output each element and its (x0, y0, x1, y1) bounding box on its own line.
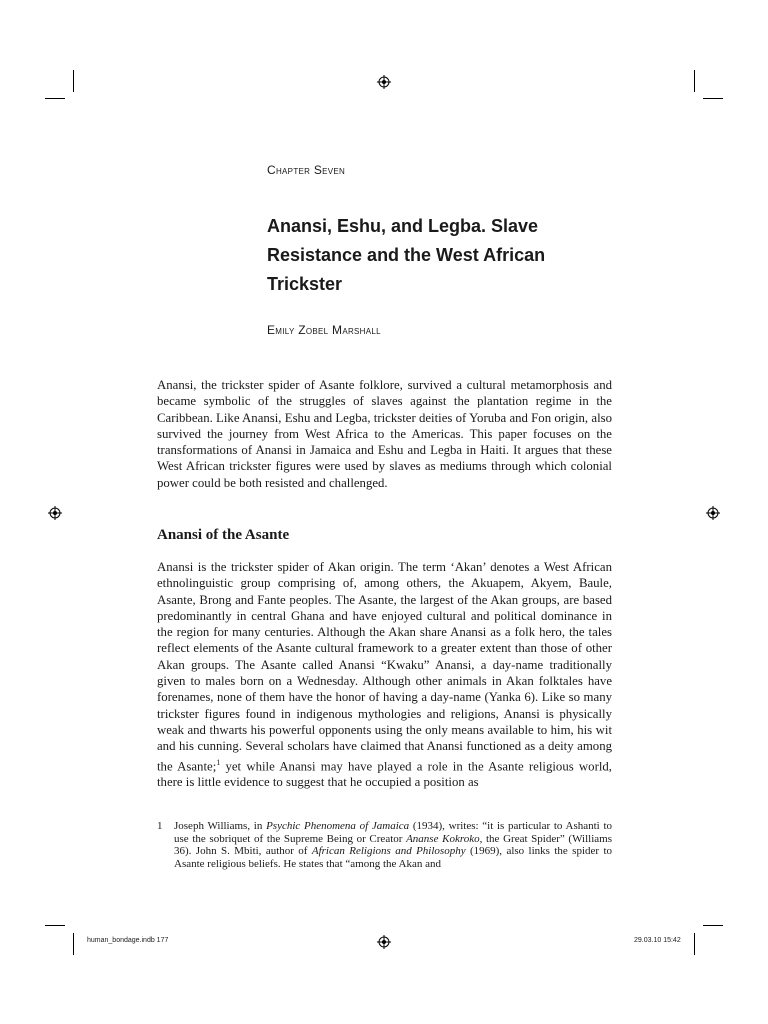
body-text-continued: yet while Anansi may have played a role in the Asante religious world, there is little evidence to suggest that he occupied a position as (157, 758, 612, 790)
crop-mark (73, 70, 74, 92)
crop-mark (694, 70, 695, 92)
date-slug: 29.03.10 15:42 (634, 937, 681, 944)
footnote-segment: (1934), writes: “it is particular to Ashanti to use the sobriquet of the Supreme Being or Creator (174, 820, 613, 845)
footnote-title: Psychic Phenomena of Jamaica (266, 820, 410, 832)
footnote-title: African Religions and Philosophy (311, 845, 466, 858)
crop-mark (703, 925, 723, 926)
body-paragraph (157, 559, 612, 790)
footnote-segment: Joseph Williams, in (174, 820, 267, 832)
abstract: Anansi, the trickster spider of Asante folklore, survived a cultural metamorphosis and became symbolic of the struggles of slaves against the plantation regime in the Caribbean. Like Anansi, Eshu and Legba, trickster deities of Yoruba and Fon origin, also survived the journey from West Africa to the Americas. This paper focuses on the transformations of Anansi in Jamaica and Eshu and Legba in Haiti. It argues that these West African trickster figures were used by slaves as mediums through which colonial power could be both resisted and challenged. (157, 378, 612, 490)
chapter-title: Anansi, Eshu, and Legba. Slave Resistance and the West African Trickster (267, 216, 546, 294)
body-text: Anansi is the trickster spider of Akan origin. The term ‘Akan’ denotes a West African ethnolinguistic group comprising of, among others, the Akuapem, Akyem, Baule, Asante, Brong and Fante peoples. The Asante, the largest of the Akan groups, are based predominantly in central Ghana and have enjoyed cultural and political dominance in the region for many centuries. Although the Akan share Anansi as a folk hero, the tales reflect elements of the Asante cultural framework to a greater extent than those of other Akan groups. The Asante called Anansi “Kwaku” Anansi, a day-name traditionally given to males born on a Wednesday. Although other animals in Akan folktales have forenames, none of them have the honor of having a day-name (Yanka 6). Like so many trickster figures found in indigenous mythologies and religions, Anansi is physically weak and thwarts his powerful opponents using the only means available to him, his wit and his cunning. Several scholars have claimed that Anansi functioned as a deity among the Asante; (157, 560, 612, 773)
footnote-segment: , the Great Spider” (Williams 36). John S. Mbiti, author of (174, 832, 612, 858)
file-slug: human_bondage.indb 177 (87, 937, 169, 944)
footnote-segment: (1969), also links the spider to Asante religious beliefs. He states that “among the Akan and (174, 845, 612, 870)
registration-mark-icon (48, 506, 62, 520)
registration-mark-icon (377, 935, 391, 949)
registration-mark-icon (377, 75, 391, 89)
footnote (157, 820, 612, 870)
crop-mark (45, 925, 65, 926)
author-name: Emily Zobel Marshall (267, 323, 381, 337)
footnote-number: 1 (157, 820, 163, 832)
chapter-label: Chapter Seven (267, 163, 346, 177)
footnote-reference: 1 (216, 757, 221, 767)
section-heading: Anansi of the Asante (157, 527, 290, 543)
footnote-title: Ananse Kokroko (406, 832, 480, 845)
crop-mark (703, 98, 723, 99)
footnote-text (174, 820, 612, 870)
registration-mark-icon (706, 506, 720, 520)
crop-mark (73, 933, 74, 955)
crop-mark (694, 933, 695, 955)
crop-mark (45, 98, 65, 99)
